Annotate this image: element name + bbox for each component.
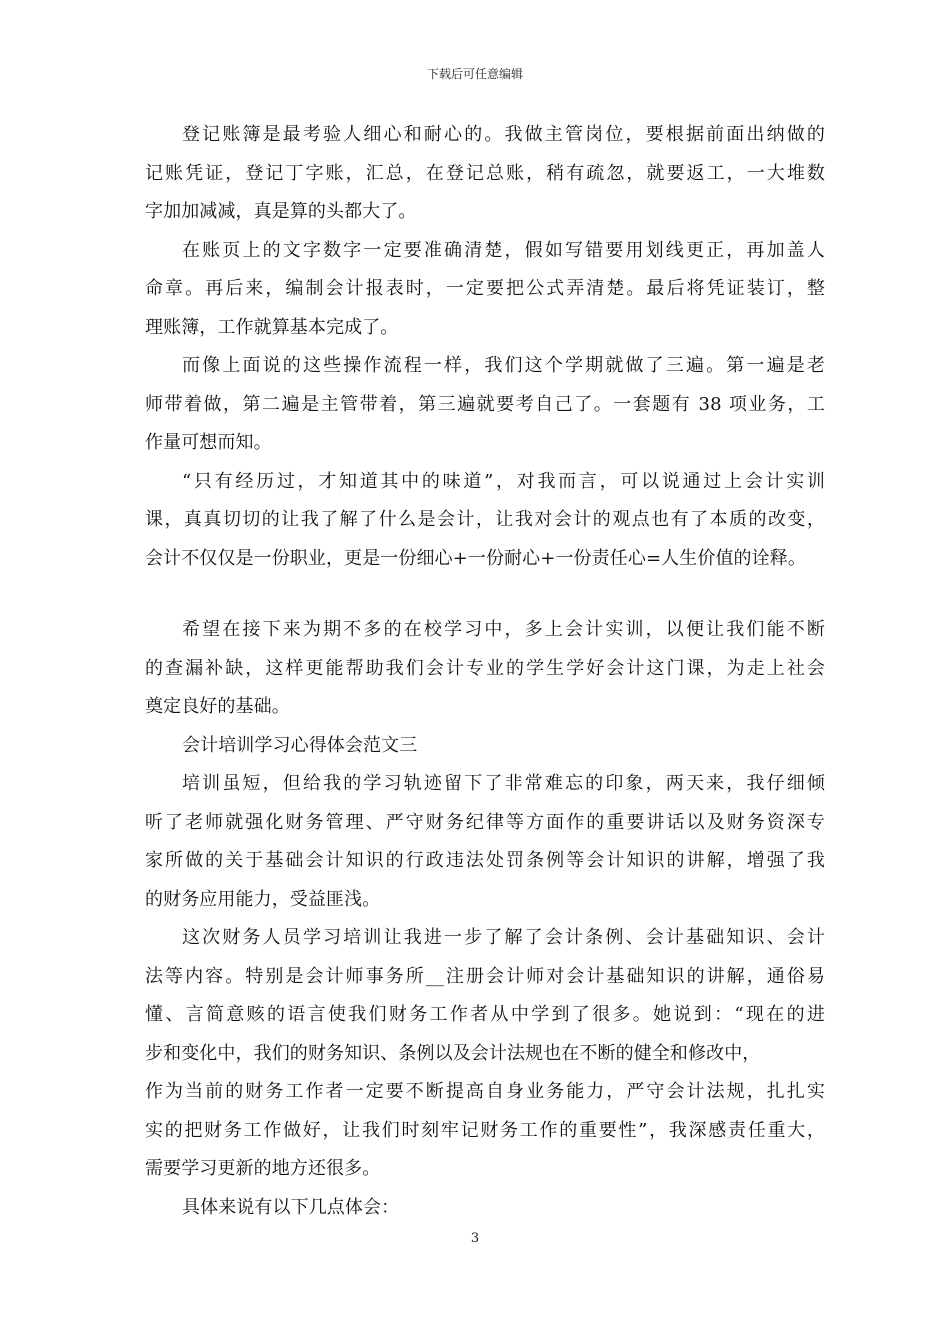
page-header: 下载后可任意编辑 [426,67,523,81]
paragraph-line: 会计不仅仅是一份职业，更是一份细心+一份耐心+一份责任心=人生价值的诠释。 [145,547,806,569]
paragraph-line: 作量可想而知。 [145,432,272,453]
paragraph-line: 的财务应用能力，受益匪浅。 [145,888,381,910]
paragraph-line: 听了老师就强化财务管理、严守财务纪律等方面作的重要讲话以及财务资深专 [145,811,825,833]
paragraph-line: 法等内容。特别是会计师事务所__注册会计师对会计基础知识的讲解，通俗易 [145,965,825,987]
paragraph-line: 实的把财务工作做好，让我们时刻牢记财务工作的重要性”，我深感责任重大， [145,1119,825,1141]
paragraph-line: 这次财务人员学习培训让我进一步了解了会计条例、会计基础知识、会计 [182,927,825,948]
paragraph-line: 课，真真切切的让我了解了什么是会计，让我对会计的观点也有了本质的改变， [145,509,825,530]
blank-spacer [145,578,825,611]
paragraph-line: 而像上面说的这些操作流程一样，我们这个学期就做了三遍。第一遍是老 [182,355,825,376]
paragraph-line: 在账页上的文字数字一定要准确清楚，假如写错要用划线更正，再加盖人 [182,239,825,261]
paragraph-line: 的查漏补缺，这样更能帮助我们会计专业的学生学好会计这门课，为走上社会 [145,657,825,679]
paragraph-line: 字加加减减，真是算的头都大了。 [145,201,417,222]
paragraph-line: 家所做的关于基础会计知识的行政违法处罚条例等会计知识的讲解，增强了我 [145,850,825,871]
paragraph-line: 记账凭证，登记丁字账，汇总，在登记总账，稍有疏忽，就要返工，一大堆数 [145,162,825,184]
paragraph-line: 作为当前的财务工作者一定要不断提高自身业务能力，严守会计法规，扎扎实 [145,1081,825,1102]
paragraph-line: 理账簿，工作就算基本完成了。 [145,316,399,338]
paragraph-line: 师带着做，第二遍是主管带着，第三遍就要考自己了。一套题有 38 项业务，工 [145,393,825,415]
paragraph-line: 步和变化中，我们的财务知识、条例以及会计法规也在不断的健全和修改中， [145,1042,761,1064]
section-heading: 会计培训学习心得体会范文三 [182,734,418,756]
document-body [145,116,825,1227]
paragraph-line: 命章。再后来，编制会计报表时，一定要把公式弄清楚。最后将凭证装订，整 [145,278,825,299]
paragraph-line: 懂、言简意赅的语言使我们财务工作者从中学到了很多。她说到：“现在的进 [145,1004,825,1025]
paragraph-line: 具体来说有以下几点体会： [182,1196,400,1218]
page-number: 3 [470,1231,480,1246]
paragraph-line: 希望在接下来为期不多的在校学习中，多上会计实训，以便让我们能不断 [182,619,825,640]
paragraph-line: “只有经历过，才知道其中的味道”，对我而言，可以说通过上会计实训 [182,470,825,492]
paragraph-line: 登记账簿是最考验人细心和耐心的。我做主管岗位，要根据前面出纳做的 [182,124,825,145]
paragraph-line: 需要学习更新的地方还很多。 [145,1158,381,1179]
paragraph-line: 培训虽短，但给我的学习轨迹留下了非常难忘的印象，两天来，我仔细倾 [182,773,825,794]
paragraph-line: 奠定良好的基础。 [145,696,290,717]
